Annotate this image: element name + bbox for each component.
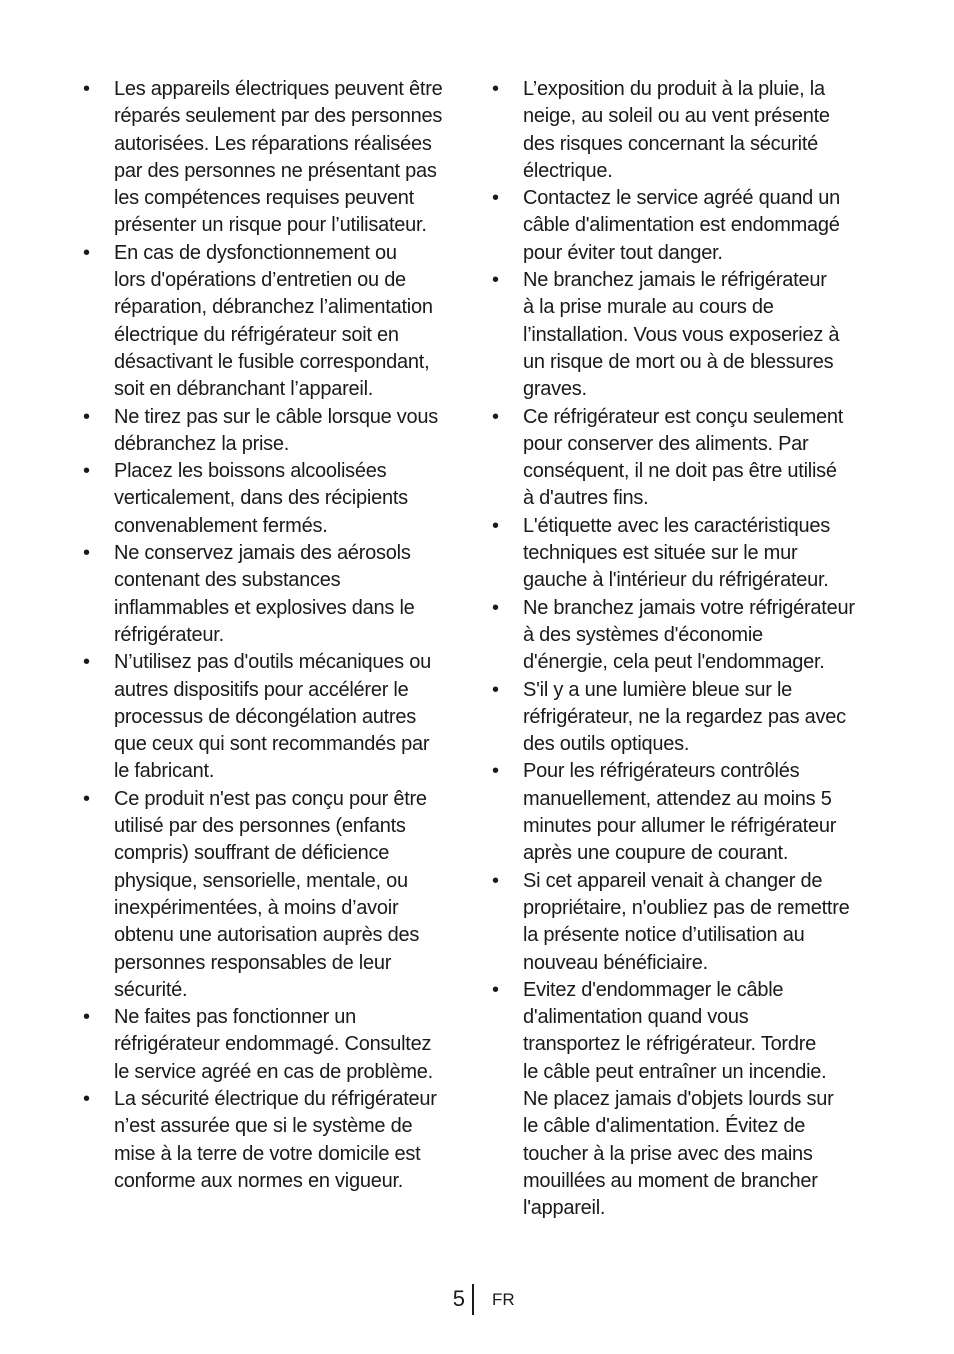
bullet-marker: • (492, 760, 499, 783)
page-footer (0, 1284, 954, 1316)
bullet-marker: • (492, 978, 499, 1001)
list-item-text: S'il y a une lumière bleue sur le réfrigérateur, ne la regardez pas avec des outils optiques. (523, 678, 846, 756)
list-item-text: L'étiquette avec les caractéristiques techniques est située sur le mur gauche à l'intérieur du réfrigérateur. (523, 514, 830, 592)
bullet-marker: • (83, 787, 90, 810)
list-item-text: Ce produit n'est pas conçu pour être utilisé par des personnes (enfants compris) souffrant de déficience physique, sensorielle, mentale, ou inexpérimentées, à moins d’avoir obtenu une autorisation auprès des personnes responsables de leur sécurité. (114, 787, 427, 1001)
list-item-text: L’exposition du produit à la pluie, la neige, au soleil ou au vent présente des risques concernant la sécurité électrique. (523, 78, 830, 182)
list-item (80, 458, 472, 540)
bullet-marker: • (492, 269, 499, 292)
list-item-text: Ne branchez jamais le réfrigérateur à la prise murale au cours de l’installation. Vous vous exposeriez à un risque de mort ou à de blessures graves. (523, 269, 840, 401)
right-column-list (489, 76, 884, 1222)
list-item (489, 513, 884, 595)
list-item (80, 404, 472, 459)
list-item-text: N’utilisez pas d'outils mécaniques ou autres dispositifs pour accélérer le processus de décongélation autres que ceux qui sont recommandés par le fabricant. (114, 651, 431, 783)
bullet-marker: • (83, 1006, 90, 1029)
list-item-text: Ce réfrigérateur est conçu seulement pour conserver des aliments. Par conséquent, il ne doit pas être utilisé à d'autres fins. (523, 405, 844, 510)
list-item (80, 1004, 472, 1086)
list-item (80, 649, 472, 785)
list-item (489, 267, 884, 403)
list-item-text: Ne branchez jamais votre réfrigérateur à des systèmes d'économie d'énergie, cela peut l'endommager. (523, 596, 855, 674)
list-item (489, 758, 884, 867)
list-item (489, 185, 884, 267)
list-item-text: En cas de dysfonctionnement ou lors d'opérations d’entretien ou de réparation, débranchez l’alimentation électrique du réfrigérateur soit en désactivant le fusible correspondant, soit en débranchant l’appareil. (114, 241, 433, 401)
list-item-text: Ne faites pas fonctionner un réfrigérateur endommagé. Consultez le service agréé en cas de problème. (114, 1006, 433, 1083)
list-item-text: Evitez d'endommager le câble d'alimentation quand vous transportez le réfrigérateur. Tordre le câble peut entraîner un incendie. Ne placez jamais d'objets lourds sur le câble d'alimentation. Évitez de toucher à la prise avec des mains mouillées au moment de brancher l'appareil. (523, 978, 834, 1220)
list-item (489, 76, 884, 185)
bullet-marker: • (83, 241, 90, 264)
list-item-text: Contactez le service agréé quand un câble d'alimentation est endommagé pour éviter tout danger. (523, 187, 841, 264)
bullet-marker: • (492, 514, 499, 537)
list-item (489, 677, 884, 759)
bullet-marker: • (492, 405, 499, 428)
list-item-text: Placez les boissons alcoolisées verticalement, dans des récipients convenablement fermés. (114, 460, 408, 537)
bullet-marker: • (83, 460, 90, 483)
bullet-marker: • (83, 542, 90, 565)
bullet-marker: • (83, 651, 90, 674)
list-item (489, 404, 884, 513)
list-item (489, 595, 884, 677)
list-item (80, 1086, 472, 1195)
list-item-text: Ne tirez pas sur le câble lorsque vous débranchez la prise. (114, 405, 438, 455)
list-item (80, 76, 472, 240)
footer-divider (472, 1284, 474, 1315)
list-item (80, 786, 472, 1004)
list-item (80, 540, 472, 649)
bullet-marker: • (492, 596, 499, 619)
list-item-text: Si cet appareil venait à changer de propriétaire, n'oubliez pas de remettre la présente notice d’utilisation au nouveau bénéficiaire. (523, 869, 850, 974)
list-item-text: Pour les réfrigérateurs contrôlés manuellement, attendez au moins 5 minutes pour allumer le réfrigérateur après une coupure de courant. (523, 760, 837, 865)
bullet-marker: • (492, 869, 499, 892)
page-number: 5 (452, 1286, 465, 1311)
bullet-marker: • (492, 187, 499, 210)
list-item (489, 868, 884, 977)
bullet-marker: • (83, 1087, 90, 1110)
bullet-marker: • (492, 78, 499, 100)
list-item (80, 240, 472, 404)
list-item-text: Les appareils électriques peuvent être réparés seulement par des personnes autorisées. Les réparations réalisées par des personnes ne présentant pas les compétences requises peuvent présenter un risque pour l’utilisateur. (114, 78, 443, 237)
list-item-text: La sécurité électrique du réfrigérateur n’est assurée que si le système de mise à la terre de votre domicile est conforme aux normes en vigueur. (114, 1087, 437, 1192)
language-code: FR (492, 1290, 515, 1309)
bullet-marker: • (83, 78, 90, 100)
list-item-text: Ne conservez jamais des aérosols contenant des substances inflammables et explosives dans le réfrigérateur. (114, 542, 415, 646)
left-column-list (80, 76, 472, 1195)
list-item (489, 977, 884, 1223)
bullet-marker: • (492, 678, 499, 701)
bullet-marker: • (83, 405, 90, 428)
